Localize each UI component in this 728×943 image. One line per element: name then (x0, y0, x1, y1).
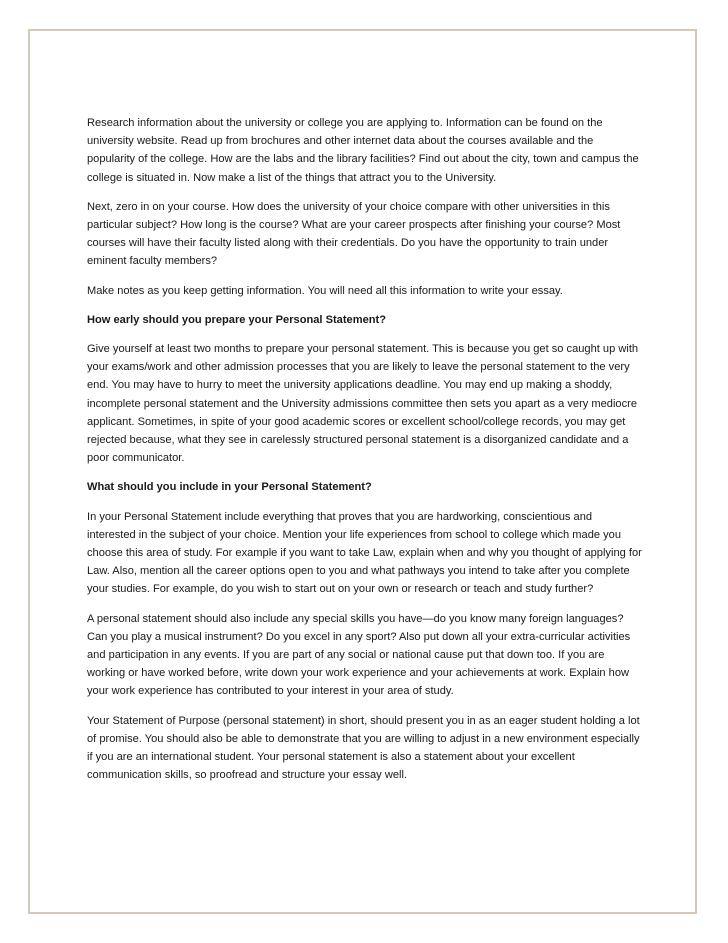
paragraph-timing: Give yourself at least two months to prepare your personal statement. This is because you get so caught up with your exams/work and other admission processes that you are likely to leave the personal statement to the very end. You may have to hurry to meet the university applications deadline. You may end up making a shoddy, incomplete personal statement and the University admissions committee then sets you apart as a very mediocre applicant. Sometimes, in spite of your good academic scores or excellent school/college records, you may get rejected because, what they see in carelessly structured personal statement is a disorganized candidate and a poor communicator. (87, 343, 639, 465)
paragraph-include: In your Personal Statement include everything that proves that you are hardworking, conscientious and interested in the subject of your choice. Mention your life experiences from school to college which made you choose this area of study. For example if you want to take Law, explain when and why you thought of applying for Law. Also, mention all the career options open to you and what pathways you intend to take after you complete your studies. For example, do you wish to start out on your own or research or teach and study further? (87, 510, 642, 596)
paragraph-course: Next, zero in on your course. How does the university of your choice compare with other universities in this particular subject? How long is the course? What are your career prospects after finishing your course? Most courses will have their faculty listed along with their credentials. Do you have the opportunity to train under eminent faculty members? (87, 200, 621, 268)
paragraph-skills: A personal statement should also include any special skills you have—do you know many foreign languages? Can you play a musical instrument? Do you excel in any sport? Also put down all your extra-curricular activities and participation in any events. If you are part of any social or national cause put that down too. If you are working or have worked before, write down your work experience and your achievements at work. Explain how your work experience has contributed to your interest in your area of study. (87, 612, 631, 698)
paragraph-summary: Your Statement of Purpose (personal statement) in short, should present you in as an eager student holding a lot of promise. You should also be able to demonstrate that you are willing to adjust in a new environment especially if you are an international student. Your personal statement is also a statement about your excellent communication skills, so proofread and structure your essay well. (87, 714, 640, 782)
paragraph-notes: Make notes as you keep getting information. You will need all this information to write your essay. (87, 284, 563, 297)
heading-what-include: What should you include in your Personal Statement? (87, 481, 372, 494)
document-body (87, 114, 643, 796)
paragraph-research: Research information about the university or college you are applying to. Information can be found on the university website. Read up from brochures and other internet data about the courses available and the popularity of the college. How are the labs and the library facilities? Find out about the city, town and campus the college is situated in. Now make a list of the things that attract you to the University. (87, 117, 639, 184)
heading-how-early: How early should you prepare your Personal Statement? (87, 313, 386, 326)
